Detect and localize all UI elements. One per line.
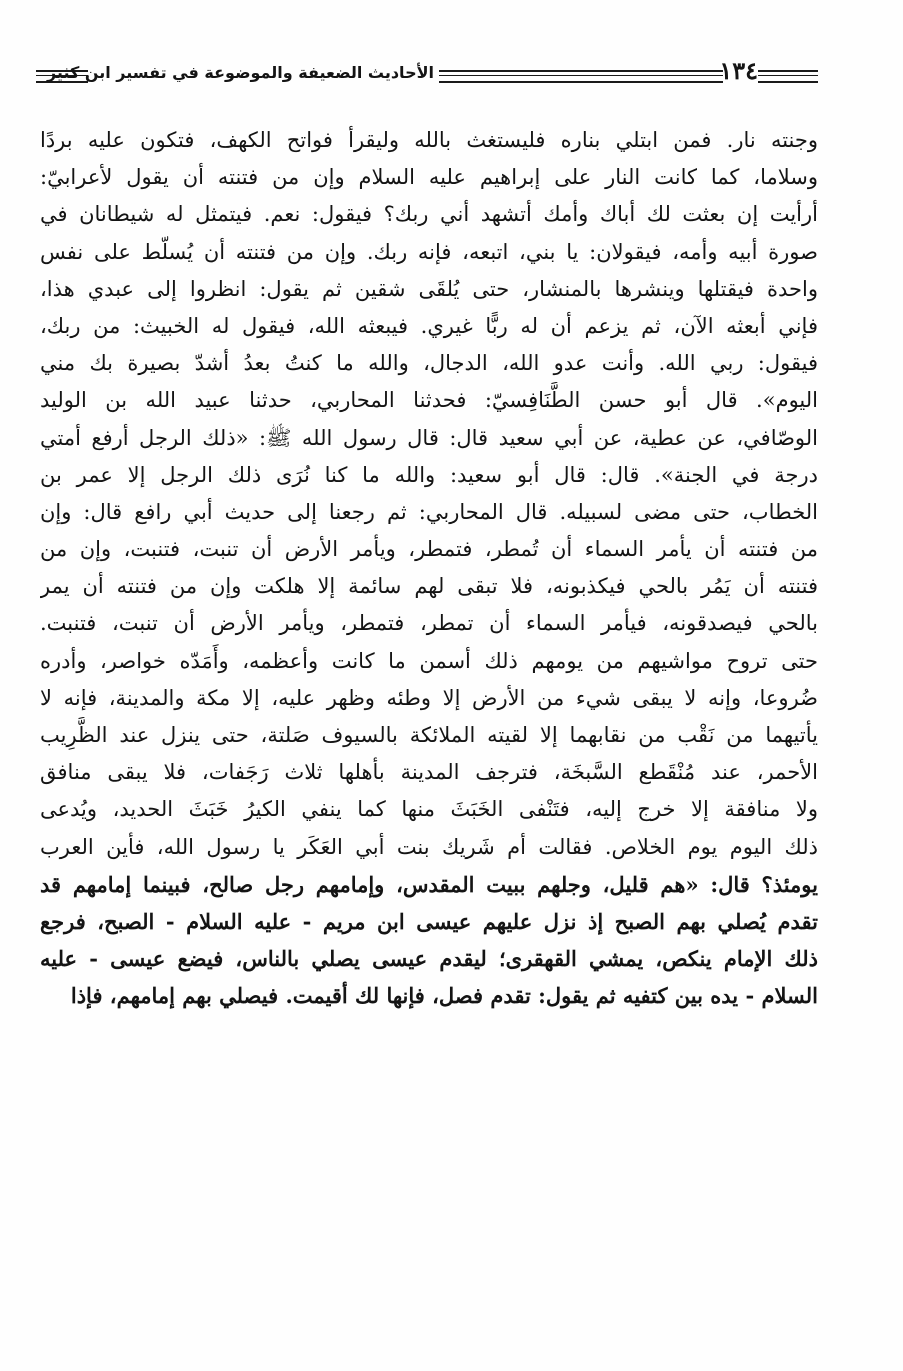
- body-text: [40, 122, 818, 1015]
- text-line: من فتنته أن يأمر السماء أن تُمطر، فتمطر، ويأمر الأرض أن تنبت، فتنبت، وإن من: [40, 537, 818, 562]
- text-line: ذلك اليوم يوم الخلاص. فقالت أم شَريك بنت أبي العَكَر يا رسول الله، فأين العرب: [40, 834, 818, 859]
- text-line: وجنته نار. فمن ابتلي بناره فليستغث بالله وليقرأ فواتح الكهف، فتكون عليه بردًا: [40, 128, 818, 152]
- text-line: الخطاب، حتى مضى لسبيله. قال المحاربي: ثم رجعنا إلى حديث أبي رافع قال: وإن: [40, 499, 818, 524]
- text-line: ذلك الإمام ينكص، يمشي القهقرى؛ ليقدم عيسى يصلي بالناس، فيضع عيسى - عليه: [40, 946, 818, 972]
- text-line: السلام - يده بين كتفيه ثم يقول: تقدم فصل، فإنها لك أقيمت. فيصلي بهم إمامهم، فإذا: [70, 983, 818, 1009]
- header-rule-right: [758, 70, 818, 83]
- text-line: وسلاما، كما كانت النار على إبراهيم عليه السلام وإن من فتنته أن يقول لأعرابيّ:: [40, 165, 818, 190]
- text-line: يأتيهما من نَقْب من نقابهما إلا لقيته الملائكة بالسيوف صَلتة، حتى ينزل عند الظَّرِيب: [40, 723, 818, 747]
- header-rule-middle: [439, 70, 723, 83]
- running-title: الأحاديث الضعيفة والموضوعة في تفسير ابن كثير: [46, 63, 434, 82]
- running-header: [36, 58, 826, 90]
- text-line: ضُروعا، وإنه لا يبقى شيء من الأرض إلا وطئه وظهر عليه، إلا مكة والمدينة، فإنه لا: [40, 685, 818, 710]
- text-line: ولا منافقة إلا خرج إليه، فتَنْفى الخَبَثَ منها كما ينفي الكيرُ خَبَثَ الحديد، ويُدعى: [40, 797, 818, 822]
- text-line: صورة أبيه وأمه، فيقولان: يا بني، اتبعه، فإنه ربك. وإن من فتنته أن يُسلّط على نفس: [40, 239, 818, 264]
- page-number: ١٣٤: [719, 56, 758, 85]
- text-line: تقدم يُصلي بهم الصبح إذ نزل عليهم عيسى ابن مريم - عليه السلام - الصبح، فرجع: [40, 908, 818, 934]
- text-line: فيقول: ربي الله. وأنت عدو الله، الدجال، والله ما كنتُ بعدُ أشدّ بصيرة بك مني: [40, 351, 818, 376]
- text-line: فإني أبعثه الآن، ثم يزعم أن له ربًّا غيري. فيبعثه الله، فيقول له الخبيث: من ربك،: [40, 313, 818, 338]
- text-line: بالحي فيصدقونه، فيأمر السماء أن تمطر، فتمطر، ويأمر الأرض أن تنبت، فتنبت.: [40, 611, 818, 636]
- text-line: الأحمر، عند مُنْقَطع السَّبخَة، فترجف المدينة بأهلها ثلاث رَجَفات، فلا يبقى منافق: [40, 760, 818, 785]
- text-line: الوصّافي، عن عطية، عن أبي سعيد قال: قال رسول الله ﷺ: «ذلك الرجل أرفع أمتي: [40, 425, 818, 450]
- text-line: يومئذ؟ قال: «هم قليل، وجلهم ببيت المقدس، وإمامهم رجل صالح، فبينما إمامهم قد: [40, 871, 818, 897]
- text-line: أرأيت إن بعثت لك أباك وأمك أتشهد أني ربك؟ فيقول: نعم. فيتمثل له شيطانان في: [40, 202, 818, 227]
- text-line: درجة في الجنة». قال: قال أبو سعيد: والله ما كنا نُرَى ذلك الرجل إلا عمر بن: [40, 462, 818, 487]
- text-line: حتى تروح مواشيهم من يومهم ذلك أسمن ما كانت وأعظمه، وأَمَدّه خواصر، وأدره: [40, 648, 818, 673]
- text-line: فتنته أن يَمُر بالحي فيكذبونه، فلا تبقى لهم سائمة إلا هلكت وإن من فتنته أن يمر: [40, 574, 818, 599]
- text-line: اليوم». قال أبو حسن الطَّنَافِسيّ: فحدثنا المحاربي، حدثنا عبيد الله بن الوليد: [40, 388, 818, 413]
- text-line: واحدة فيقتلها وينشرها بالمنشار، حتى يُلقَى شقين ثم يقول: انظروا إلى عبدي هذا،: [40, 276, 818, 301]
